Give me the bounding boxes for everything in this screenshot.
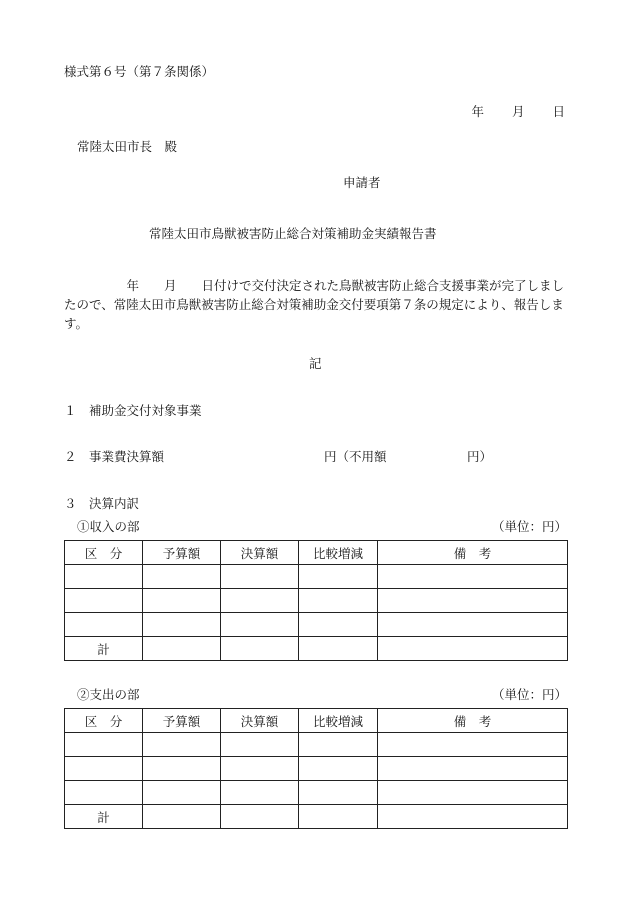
- total-label: 計: [65, 805, 143, 829]
- header-category: 区 分: [65, 709, 143, 733]
- income-header-row: [65, 541, 568, 565]
- addressee: 常陸太田市長 殿: [77, 139, 178, 154]
- income-table: [64, 540, 568, 661]
- income-caption: ①収入の部: [77, 519, 140, 534]
- item-3-breakdown: ３ 決算内訳: [64, 496, 140, 511]
- body-paragraph: 年 月 日付けで交付決定された鳥獣被害防止総合支援事業が完了しましたので、常陸太田市鳥獣被害防止総合対策補助金交付要項第７条の規定により、報告します。: [64, 278, 565, 331]
- date-line: 年 月 日: [471, 104, 566, 119]
- table-row: [65, 757, 568, 781]
- document-title: 常陸太田市鳥獣被害防止総合対策補助金実績報告書: [149, 226, 437, 241]
- table-row: [65, 781, 568, 805]
- table-row: [65, 589, 568, 613]
- table-row: [65, 733, 568, 757]
- item-2-settlement-amount: ２ 事業費決算額: [64, 449, 165, 464]
- form-number: 様式第６号（第７条関係）: [64, 64, 215, 79]
- expense-table: [64, 708, 568, 829]
- table-row: [65, 565, 568, 589]
- item-1-subsidy-target: １ 補助金交付対象事業: [64, 403, 202, 418]
- item-2-yen-unused: 円（不用額: [324, 449, 387, 464]
- expense-total-row: [65, 805, 568, 829]
- header-settlement: 決算額: [221, 541, 299, 565]
- header-category: 区 分: [65, 541, 143, 565]
- income-unit: （単位：円）: [491, 519, 567, 534]
- item-2-yen-close: 円）: [467, 449, 493, 464]
- expense-header-row: [65, 709, 568, 733]
- income-total-row: [65, 637, 568, 661]
- header-budget: 予算額: [143, 541, 221, 565]
- expense-caption: ②支出の部: [77, 687, 140, 702]
- applicant-label: 申請者: [343, 175, 381, 190]
- header-difference: 比較増減: [299, 541, 378, 565]
- header-remarks: 備 考: [378, 541, 568, 565]
- header-settlement: 決算額: [221, 709, 299, 733]
- total-label: 計: [65, 637, 143, 661]
- header-budget: 予算額: [143, 709, 221, 733]
- header-remarks: 備 考: [378, 709, 568, 733]
- table-row: [65, 613, 568, 637]
- expense-unit: （単位：円）: [491, 687, 567, 702]
- ki-notation: 記: [309, 356, 322, 371]
- header-difference: 比較増減: [299, 709, 378, 733]
